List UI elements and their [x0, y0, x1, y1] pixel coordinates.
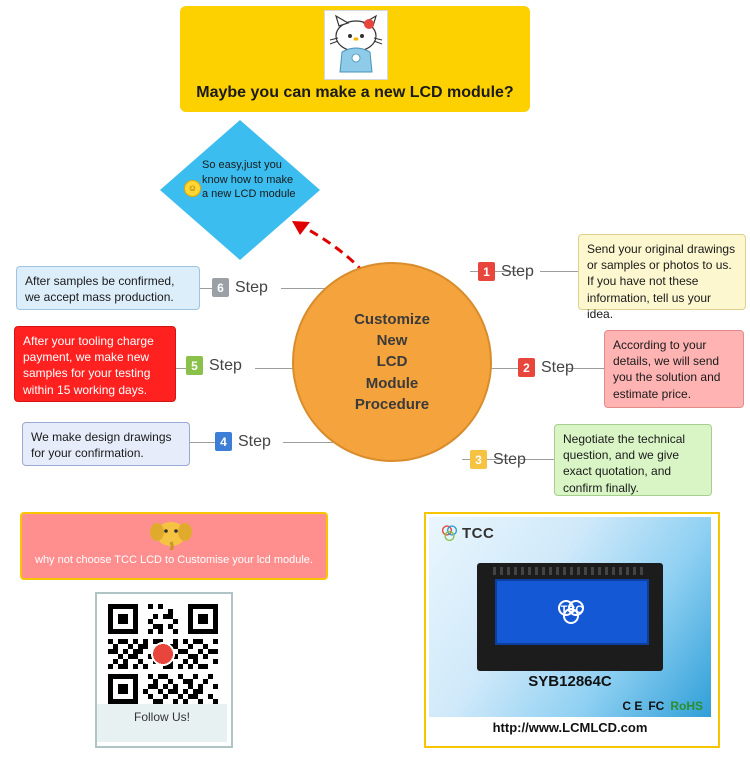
- top-banner: [180, 6, 530, 112]
- step-number-4: 4: [215, 432, 232, 451]
- product-panel: [424, 512, 720, 748]
- center-line-4: Module: [365, 374, 419, 392]
- step-word-1: Step: [501, 262, 534, 280]
- step-marker-3: [470, 450, 526, 469]
- step-marker-6: [212, 278, 268, 297]
- connector-step-4: [283, 442, 333, 443]
- qr-code-image: [108, 604, 218, 704]
- tcc-logo-text: TCC: [462, 525, 495, 542]
- step-marker-2: [518, 358, 574, 377]
- step-text-6: After samples be confirmed, we accept mass production.: [16, 266, 200, 310]
- rohs-mark-icon: RoHS: [670, 699, 703, 713]
- step-word-5: Step: [209, 356, 242, 374]
- step-text-1: Send your original drawings or samples or photos to us. If you have not these information, tell us your idea.: [578, 234, 746, 310]
- hello-kitty-icon: [324, 10, 388, 80]
- certification-row: [622, 699, 703, 713]
- step-word-4: Step: [238, 432, 271, 450]
- center-line-5: Procedure: [354, 395, 430, 413]
- svg-text:TCC: TCC: [560, 604, 584, 616]
- center-circle: [292, 262, 492, 462]
- step-number-2: 2: [518, 358, 535, 377]
- connector-box-4: [190, 442, 216, 443]
- fcc-mark-icon: FC: [648, 699, 665, 713]
- elephant-icon: [144, 516, 198, 550]
- tcc-logo: [441, 525, 494, 542]
- step-marker-5: [186, 356, 242, 375]
- ce-mark-icon: C E: [622, 699, 643, 713]
- step-word-2: Step: [541, 358, 574, 376]
- step-text-5: After your tooling charge payment, we make new samples for your testing within 15 working days.: [14, 326, 176, 402]
- step-text-4: We make design drawings for your confirmation.: [22, 422, 190, 466]
- center-line-3: LCD: [376, 353, 408, 371]
- qr-panel: [95, 592, 233, 748]
- step-marker-4: [215, 432, 271, 451]
- product-url: http://www.LCMLCD.com: [492, 720, 648, 735]
- lcd-pin-header: [493, 567, 647, 575]
- step-word-3: Step: [493, 450, 526, 468]
- connector-box-1: [540, 271, 580, 272]
- pink-promo-banner: [20, 512, 328, 580]
- step-number-6: 6: [212, 278, 229, 297]
- center-line-1: Customize: [354, 310, 430, 328]
- center-line-2: New: [376, 332, 408, 350]
- product-model: SYB12864C: [528, 673, 612, 690]
- step-marker-1: [478, 262, 534, 281]
- banner-title: Maybe you can make a new LCD module?: [196, 84, 514, 101]
- product-image: [429, 517, 711, 717]
- step-word-6: Step: [235, 278, 268, 296]
- qr-caption: Follow Us!: [133, 710, 190, 724]
- step-text-2: According to your details, we will send you the solution and estimate price.: [604, 330, 744, 408]
- smiley-face-icon: ☺: [184, 180, 201, 197]
- step-number-3: 3: [470, 450, 487, 469]
- step-number-1: 1: [478, 262, 495, 281]
- center-circle-label: [354, 309, 430, 415]
- lcd-module-graphic: [477, 563, 663, 671]
- step-number-5: 5: [186, 356, 203, 375]
- lcd-screen: [495, 579, 649, 645]
- step-text-3: Negotiate the technical question, and we give exact quotation, and confirm finally.: [554, 424, 712, 496]
- diamond-text: So easy,just you know how to make a new LCD module: [202, 159, 296, 201]
- pink-banner-text: why not choose TCC LCD to Customise your lcd module.: [35, 554, 313, 566]
